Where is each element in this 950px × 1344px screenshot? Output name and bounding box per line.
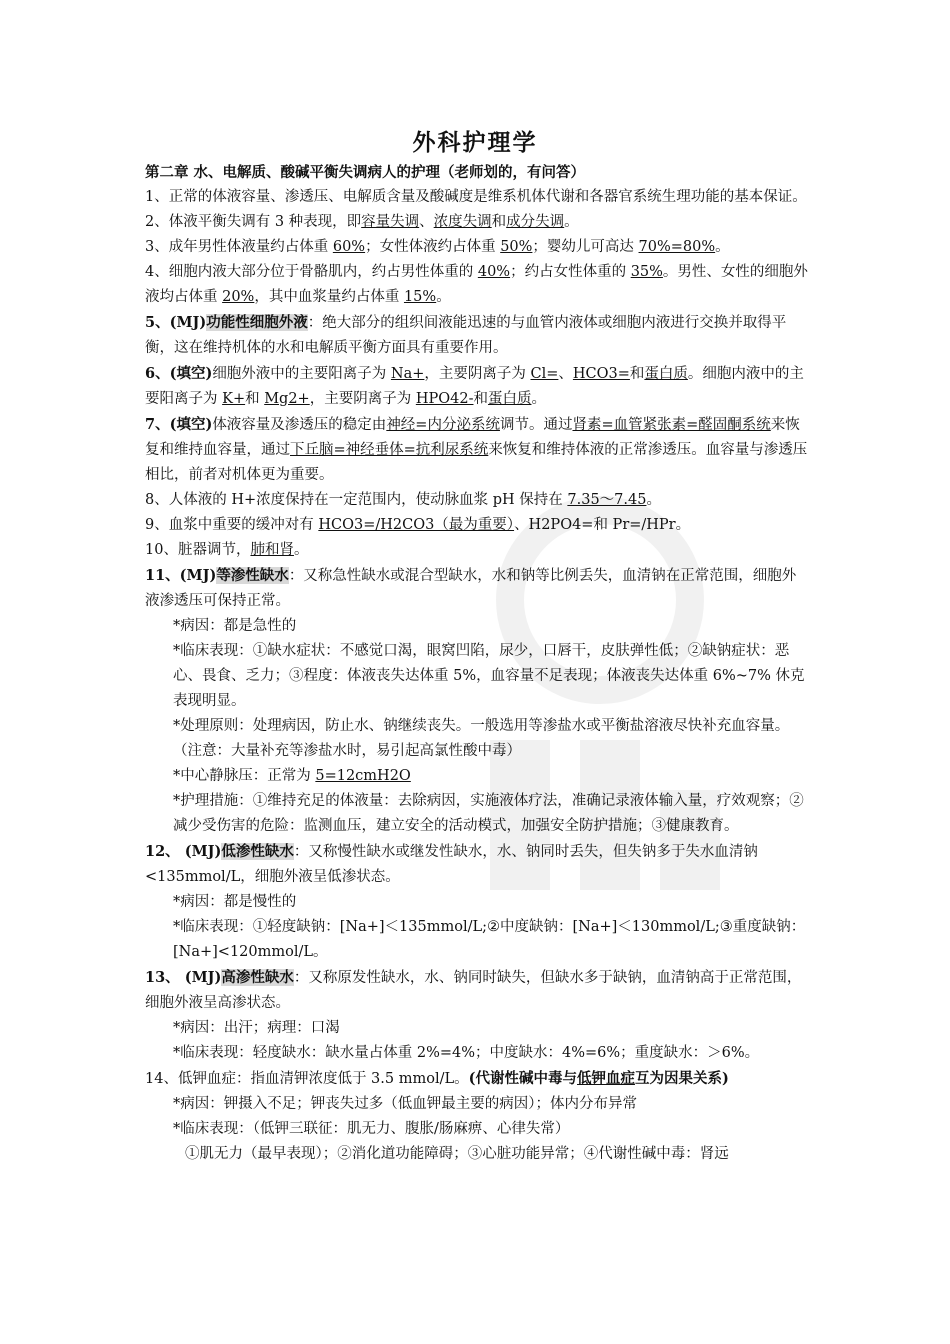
- paragraph-14-clinical: *临床表现：（低钾三联征：肌无力、腹胀/肠麻痹、心律失常）: [173, 1121, 570, 1137]
- paragraph-9: 9、血浆中重要的缓冲对有 HCO3=/H2CO3（最为重要）、H2PO4=和 Pr=/HPr。: [145, 517, 691, 533]
- paragraph-11-care: *护理措施：①维持充足的体液量：去除病因，实施液体疗法，准确记录液体输入量，疗效观察；②减少受伤害的危险：监测血压，建立安全的活动模式，加强安全防护措施；③健康教育。: [173, 793, 804, 834]
- paragraph-12: 12、 (MJ)低渗性缺水：又称慢性缺水或继发性缺水，水、钠同时丢失，但失钠多于失水血清钠<135mmol/L，细胞外液呈低渗状态。: [145, 843, 758, 885]
- paragraph-14-list: ①肌无力（最早表现）；②消化道功能障碍；③心脏功能异常；④代谢性碱中毒：肾远: [185, 1146, 729, 1162]
- paragraph-13-clinical: *临床表现：轻度缺水：缺水量占体重 2%=4%；中度缺水：4%=6%；重度缺水：＞6%。: [173, 1045, 760, 1061]
- paragraph-11-clinical: *临床表现：①缺水症状：不感觉口渴，眼窝凹陷，尿少，口唇干，皮肤弹性低；②缺钠症状：恶心、畏食、乏力；③程度：体液丧失达体重 5%，血容量不足表现；体液丧失达体重 6%~7% 休克表现明显。: [173, 643, 805, 709]
- paragraph-6: 6、(填空)细胞外液中的主要阳离子为 Na+，主要阴离子为 Cl=、HCO3=和蛋白质。细胞内液中的主要阳离子为 K+和 Mg2+，主要阴离子为 HPO42-和蛋白质。: [145, 365, 804, 407]
- chapter-heading: 第二章 水、电解质、酸碱平衡失调病人的护理（老师划的，有问答）: [145, 164, 586, 181]
- paragraph-14-cause: *病因：钾摄入不足；钾丧失过多（低血钾最主要的病因）；体内分布异常: [173, 1096, 637, 1112]
- page-title: 外科护理学: [412, 129, 538, 156]
- paragraph-13: 13、 (MJ)高渗性缺水：又称原发性缺水，水、钠同时缺失，但缺水多于缺钠，血清钠高于正常范围，细胞外液呈高渗状态。: [145, 969, 802, 1011]
- paragraph-4: 4、细胞内液大部分位于骨骼肌内，约占男性体重的 40%；约占女性体重的 35%。男性、女性的细胞外液均占体重 20%，其中血浆量约占体重 15%。: [145, 264, 808, 305]
- paragraph-13-cause: *病因：出汗；病理：口渴: [173, 1020, 340, 1036]
- paragraph-11-cause: *病因：都是急性的: [173, 618, 297, 634]
- paragraph-7: 7、(填空)体液容量及渗透压的稳定由神经=内分泌系统调节。通过肾素=血管紧张素=醛固酮系统来恢复和维持血容量，通过下丘脑=神经垂体=抗利尿系统来恢复和维持体液的正常渗透压。血容量与渗透压相比，前者对机体更为重要。: [145, 416, 808, 483]
- paragraph-3: 3、成年男性体液量约占体重 60%；女性体液约占体重 50%；婴幼儿可高达 70%=80%。: [145, 239, 730, 255]
- paragraph-2: 2、体液平衡失调有 3 种表现，即容量失调、浓度失调和成分失调。: [145, 214, 579, 230]
- paragraph-5: 5、(MJ)功能性细胞外液：绝大部分的组织间液能迅速的与血管内液体或细胞内液进行交换并取得平衡，这在维持机体的水和电解质平衡方面具有重要作用。: [145, 314, 787, 356]
- paragraph-10: 10、脏器调节，肺和肾。: [145, 542, 309, 558]
- paragraph-11: 11、(MJ)等渗性缺水：又称急性缺水或混合型缺水，水和钠等比例丢失，血清钠在正常范围，细胞外液渗透压可保持正常。: [145, 567, 797, 609]
- paragraph-1: 1、正常的体液容量、渗透压、电解质含量及酸碱度是维系机体代谢和各器官系统生理功能的基本保证。: [145, 189, 807, 205]
- paragraph-11-treatment: *处理原则：处理病因，防止水、钠继续丧失。一般选用等渗盐水或平衡盐溶液尽快补充血容量。（注意：大量补充等渗盐水时，易引起高氯性酸中毒）: [173, 718, 790, 759]
- paragraph-14: 14、低钾血症：指血清钾浓度低于 3.5 mmol/L。(代谢性碱中毒与低钾血症互为因果关系): [145, 1070, 729, 1087]
- paragraph-12-cause: *病因：都是慢性的: [173, 894, 297, 910]
- paragraph-11-cvp: *中心静脉压：正常为 5=12cmH2O: [173, 768, 411, 784]
- paragraph-8: 8、人体液的 H+浓度保持在一定范围内，使动脉血浆 pH 保持在 7.35～7.45。: [145, 492, 661, 508]
- document-body: [145, 160, 810, 1167]
- paragraph-12-clinical: *临床表现：①轻度缺钠：[Na+]＜135mmol/L;②中度缺钠：[Na+]＜130mmol/L;③重度缺钠：[Na+]<120mmol/L。: [173, 919, 806, 960]
